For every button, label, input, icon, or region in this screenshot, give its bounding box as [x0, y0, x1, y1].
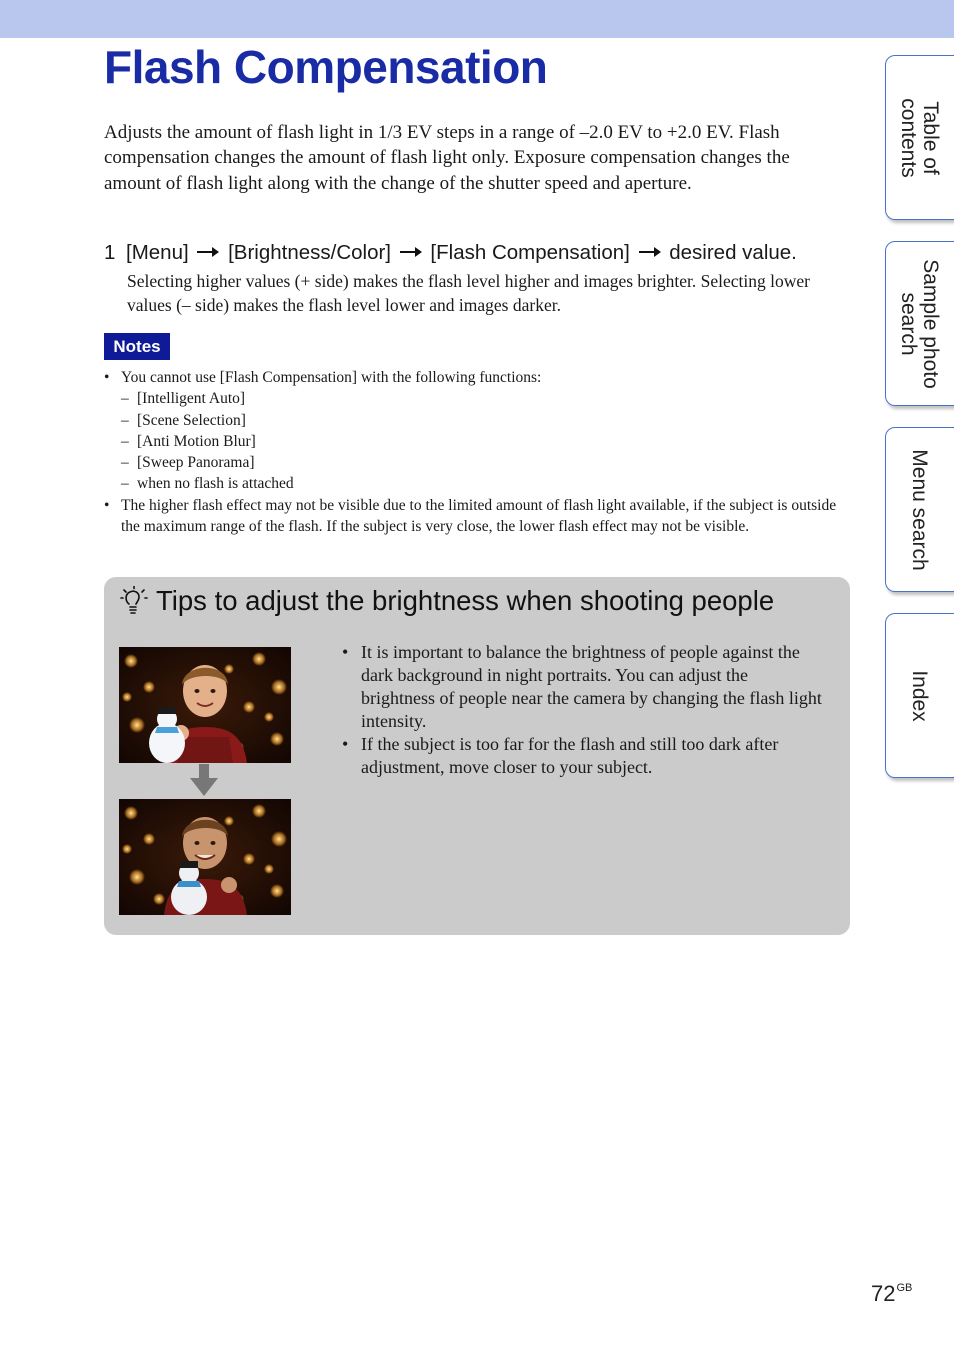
- arrow-right-icon: [196, 242, 220, 262]
- tab-label: Index: [908, 669, 931, 722]
- tab-sample-photo-search[interactable]: [885, 241, 954, 406]
- intro-paragraph: Adjusts the amount of flash light in 1/3 EV steps in a range of –2.0 EV to +2.0 EV. Flash compensation changes the amount of flash light only. Exposure compensation changes the amount of flash light along with the change of the shutter speed and aperture.: [104, 122, 790, 194]
- page-number-suffix: GB: [896, 1282, 913, 1294]
- tips-box: [104, 577, 850, 935]
- tab-label: Menu search: [908, 448, 931, 571]
- tips-list-item: • It is important to balance the brightness of people against the dark background in night portraits. You can adjust the brightness of people near the camera by changing the flash light intensity.: [342, 641, 822, 733]
- tips-list-item: • If the subject is too far for the flash and still too dark after adjustment, move closer to your subject.: [342, 733, 822, 779]
- tips-list: [342, 641, 822, 779]
- note-sub-item: – [Sweep Panorama]: [104, 452, 849, 473]
- notes-badge: Notes: [104, 333, 170, 360]
- tab-menu-search[interactable]: [885, 427, 954, 592]
- note-sub-item: – [Scene Selection]: [104, 410, 849, 431]
- step-description: Selecting higher values (+ side) makes the flash level higher and images brighter. Selecting lower values (– side) makes the flash level lower and images darker.: [127, 271, 810, 315]
- note-sub-item: – [Anti Motion Blur]: [104, 431, 849, 452]
- step-number: 1: [104, 241, 116, 264]
- step-part-value: desired value.: [669, 241, 797, 264]
- arrow-down-icon: [190, 764, 218, 796]
- notes-list: [104, 367, 849, 537]
- step-1: [104, 241, 864, 265]
- step-part-menu: [Menu]: [126, 241, 189, 264]
- tab-label: Table of contents: [897, 97, 942, 178]
- tips-heading: [120, 585, 774, 617]
- note-bullet-text: The higher flash effect may not be visible due to the limited amount of flash light available, if the subject is outside the maximum range of the flash. If the subject is very close, the lower flash effect may not be visible.: [121, 496, 837, 536]
- page-title: Flash Compensation: [104, 41, 548, 93]
- arrow-right-icon: [399, 242, 423, 262]
- arrow-right-icon: [638, 242, 662, 262]
- sample-photo-before: [119, 647, 291, 763]
- note-sub-item: – [Intelligent Auto]: [104, 388, 849, 409]
- sample-photo-after: [119, 799, 291, 915]
- tips-title-text: Tips to adjust the brightness when shooting people: [156, 585, 775, 616]
- header-band: [0, 0, 954, 38]
- step-part-brightness: [Brightness/Color]: [228, 241, 392, 264]
- note-bullet: • You cannot use [Flash Compensation] with the following functions:: [104, 367, 849, 388]
- page-number: $72^{GB}$: [871, 1281, 913, 1306]
- tab-index[interactable]: [885, 613, 954, 778]
- lightbulb-icon: [120, 586, 148, 616]
- tab-table-of-contents[interactable]: [885, 55, 954, 220]
- step-part-flash-comp: [Flash Compensation]: [430, 241, 630, 264]
- tab-label: Sample photo search: [897, 258, 942, 389]
- note-bullet: [104, 495, 849, 538]
- note-sub-item: – when no flash is attached: [104, 473, 849, 494]
